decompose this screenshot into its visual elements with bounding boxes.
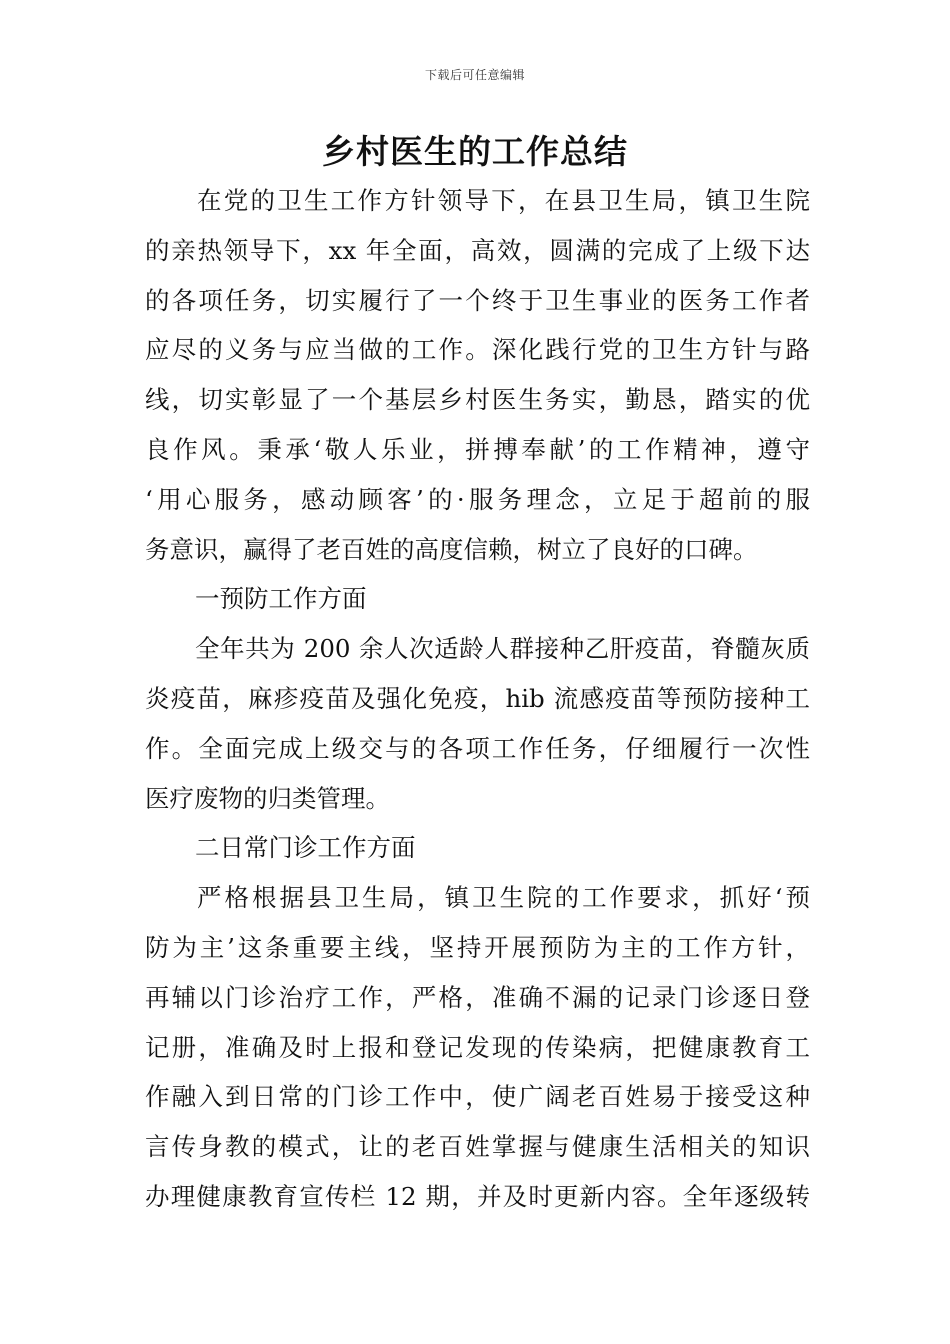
- paragraph-line: 在党的卫生工作方针领导下，在县卫生局，镇卫生院: [197, 186, 810, 215]
- paragraph-line: 作融入到日常的门诊工作中，使广阔老百姓易于接受这种: [145, 1082, 810, 1112]
- paragraph-line: 医疗废物的归类管理。: [145, 783, 390, 813]
- document-title: 乡村医生的工作总结: [322, 132, 628, 171]
- paragraph-line: ‘用心服务，感动顾客’的·服务理念，立足于超前的服: [145, 484, 810, 514]
- paragraph-line: 良作风。秉承‘敬人乐业，拼搏奉献’的工作精神，遵守: [145, 434, 810, 464]
- paragraph-line: 防为主’这条重要主线，坚持开展预防为主的工作方针，: [145, 932, 810, 962]
- paragraph-line: 线，切实彰显了一个基层乡村医生务实，勤恳，踏实的优: [145, 385, 810, 415]
- header-note: 下载后可任意编辑: [424, 68, 525, 82]
- section-heading: 一预防工作方面: [195, 584, 367, 614]
- paragraph-line: 言传身教的模式，让的老百姓掌握与健康生活相关的知识: [145, 1132, 810, 1162]
- paragraph-line: 再辅以门诊治疗工作，严格，准确不漏的记录门诊逐日登: [145, 982, 810, 1012]
- paragraph-line: 作。全面完成上级交与的各项工作任务，仔细履行一次性: [145, 733, 810, 763]
- paragraph-line: 的各项任务，切实履行了一个终于卫生事业的医务工作者: [145, 285, 810, 315]
- section-heading: 二日常门诊工作方面: [195, 833, 416, 863]
- paragraph-line: 炎疫苗，麻疹疫苗及强化免疫，hib 流感疫苗等预防接种工: [145, 683, 810, 713]
- paragraph-line: 记册，准确及时上报和登记发现的传染病，把健康教育工: [145, 1032, 810, 1062]
- paragraph-line: 办理健康教育宣传栏 12 期，并及时更新内容。全年逐级转: [145, 1181, 810, 1211]
- paragraph-line: 全年共为 200 余人次适龄人群接种乙肝疫苗，脊髓灰质: [195, 634, 810, 664]
- paragraph-line: 严格根据县卫生局，镇卫生院的工作要求，抓好‘预: [197, 883, 810, 913]
- paragraph-line: 的亲热领导下，xx 年全面，高效，圆满的完成了上级下达: [145, 235, 810, 265]
- paragraph-line: 务意识，赢得了老百姓的高度信赖，树立了良好的口碑。: [145, 534, 758, 564]
- document-body: [145, 176, 810, 1222]
- paragraph-line: 应尽的义务与应当做的工作。深化践行党的卫生方针与路: [145, 335, 810, 365]
